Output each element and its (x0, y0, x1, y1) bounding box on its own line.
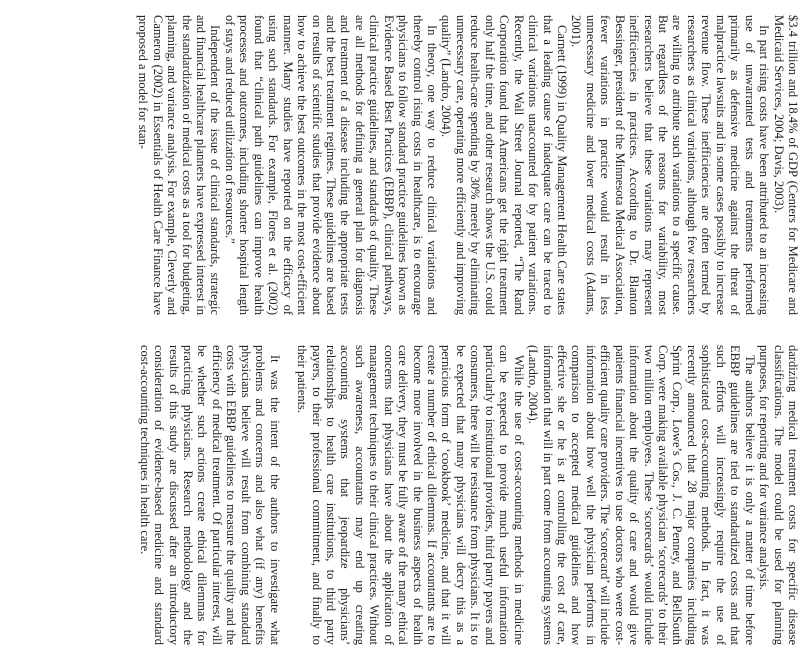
text-column-right (137, 345, 800, 645)
paragraph: The authors believe it is only a matter of time before EBBP guidelines are tied to standardized costs and that such efforts will increasingly require the use of sophisticated cost-accounting methods. In fact, it was recently announced that 28 major companies including Sprint Corp., Lowe’s Cos., J. C. Penney, and BellSouth Corp. were making available physician ‘scorecards’ to their two million employees. These ‘scorecards’ would include information about the quality of care and would give patients financial incentives to use doctors who were cost-efficient quality care providers. The ‘scorecard’ will include information about how well the physician performs in comparison to accepted medical guidelines and how effective she or he is at controlling the cost of care, information that will in part come from accounting systems (Landro, 2004). (526, 345, 757, 645)
paragraph: In part rising costs have been attributed to an increasing use of unwarranted tests and treatments performed primarily as defensive medicine against the threat of malpractice lawsuits and in some cases possibly to increase revenue flow. These inefficiencies are often termed by researchers as clinical variations, although few researchers are willing to attribute such variations to a specific cause. But regardless of the reasons for variability, most researchers believe that these variations may represent inefficiencies in practices. According to Dr. Blanton Bessinger, president of the Minnesota Medical Association, fewer variations in practice would result in less unnecessary medicine and lower medical costs (Adams, 2001). (569, 15, 772, 315)
paragraph: Independent of the issue of clinical standards, strategic and financial healthcare planners have expressed interest in the standardization of medical costs as a tool for budgeting, planning, and variance analysis. For example, Cleverly and Cameron (2002) in Essentials of Health Care Finance have proposed a model for stan- (136, 15, 223, 315)
paragraph: Carnett (1999) in Quality Management Health Care states that a leading cause of inadequate care can be traced to clinical variations unaccounted for by patient variations. Recently, the Wall Street Journal reported, “The Rand Corporation found that Americans get the right treatment only half the time, and other research shows the U.S. could reduce health-care spending by 30% merely by eliminating unnecessary care, operating more efficiently and improving quality” (Landro, 2004). (439, 15, 569, 315)
text-column-left (136, 15, 800, 315)
paragraph: dardizing medical treatment costs for specific disease classifications. The model could be used for planning purposes, for reporting and for variance analysis. (757, 345, 800, 645)
paragraph: While the use of cost-accounting methods in medicine can be expected to provide much useful information particularly to institutional providers, third party payers and consumers, there will be resistance from physicians. It is to be expected that many physicians will decry this as a pernicious form of ‘cookbook’ medicine, and that it will create a number of ethical dilemmas. If accountants are to become more involved in the business aspects of health care delivery, they must be fully aware of the many ethical concerns that physicians have about the application of management techniques to their clinical practices. Without such awareness, accountants may end up creating accounting systems that jeopardize physicians’ relationships to health care institutions, to third party payers, to their professional commitment, and finally to their patients. (295, 345, 526, 645)
paragraph: $3.4 trillion and 18.4% of GDP (Centers for Medicare and Medicaid Services, 2004; Davis, 2003). (771, 15, 800, 315)
paragraph: In theory, one way to reduce clinical variations and thereby control rising costs in healthcare, is to encourage physicians to follow standard practice guidelines known as Evidence Based Best Practices (EBBP), clinical pathways, clinical practice guidelines, and standards of quality. These are all methods for defining a general plan for diagnosis and treatment of a disease including the appropriate tests and the best treatment regimes. These guidelines are based on results of scientific studies that provide evidence about how to achieve the best outcomes in the most cost-efficient manner. Many studies have reported on the efficacy of using such standards. For example, Flores et al. (2002) found that “clinical path guidelines can improve health processes and outcomes, including shorter hospital length of stays and reduced utilization of resources.” (222, 15, 440, 315)
paragraph: It was the intent of the authors to investigate what problems and concerns and also what (if any) benefits physicians believe will result from combining standard costs with EBBP guidelines to measure the quality and the efficiency of medical treatment. Of particular interest, will be whether such actions create ethical dilemmas for practicing physicians. Research methodology and the results of this study are discussed after an introductory consideration of evidence-based medicine and standard cost-accounting techniques in health care. (137, 345, 282, 645)
